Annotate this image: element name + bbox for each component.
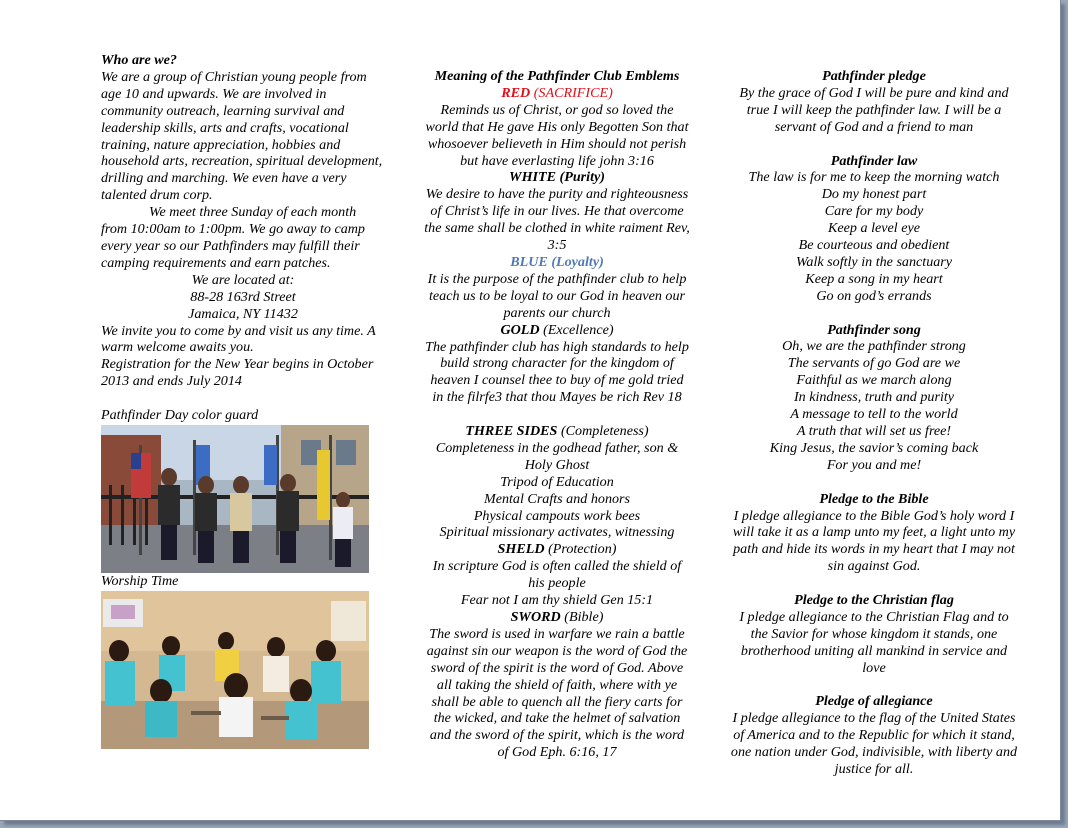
registration-paragraph: Registration for the New Year begins in October 2013 and ends July 2014 [101, 356, 374, 390]
invite-paragraph: We invite you to come by and visit us any time. A warm welcome awaits you. [101, 322, 376, 356]
law-line: Do my honest part [821, 186, 927, 203]
flag-title: Pledge to the Christian flag [794, 592, 954, 609]
sheld-verse: Fear not I am thy shield Gen 15:1 [460, 592, 654, 609]
law-line: Keep a song in my heart [805, 270, 943, 287]
law-line: Care for my body [824, 203, 924, 220]
sheld-text: In scripture God is often called the shield of his people [432, 558, 682, 592]
white-text: We desire to have the purity and righteousness of Christ’s life in our lives. He that overcome the same shall be clothed in white raiment Rev, 3:5 [424, 186, 690, 254]
sheld-sub: (Protection) [548, 541, 617, 558]
song-line: The servants of go God are we [787, 355, 961, 372]
three-sides-line: Physical campouts work bees [473, 507, 641, 524]
blue-text: It is the purpose of the pathfinder club to help teach us to be loyal to our God in heaven our parents our church [427, 270, 687, 321]
song-line: For you and me! [826, 456, 922, 473]
song-line: Oh, we are the pathfinder strong [782, 338, 966, 355]
flag-text: I pledge allegiance to the Christian Flag and to the Savior for whose kingdom it stands, one brotherhood uniting all mankind in service and love [739, 608, 1009, 676]
intro-paragraph: We are a group of Christian young people from age 10 and upwards. We are involved in community outreach, learning survival and leadership skills, arts and crafts, vocational training, nature appreciation, hobbies and household arts, recreation, spiritual development, drilling and marching. We even have a very talented drum corp. [101, 68, 383, 204]
sheld-label: SHELD [497, 541, 545, 558]
allegiance-title: Pledge of allegiance [815, 693, 933, 710]
three-sides-label: THREE SIDES [465, 423, 558, 440]
sheld-heading [424, 541, 690, 558]
photo1-caption: Pathfinder Day color guard [101, 407, 259, 424]
three-sides-line: Tripod of Education [500, 473, 614, 490]
blue-heading: BLUE (Loyalty) [510, 253, 604, 270]
bible-text: I pledge allegiance to the Bible God’s holy word I will take it as a lamp unto my feet, a light unto my path and hide its words in my heart that I may not sin against God. [732, 507, 1016, 575]
sword-sub: (Bible) [564, 608, 604, 625]
red-heading [424, 85, 690, 102]
three-sides-heading [424, 423, 690, 440]
red-sub: (SACRIFICE) [533, 84, 613, 101]
red-text: Reminds us of Christ, or god so loved the world that He gave His only Begotten Son that whosoever believeth in Him should not perish but have everlasting life john 3:16 [425, 101, 689, 169]
law-line: Be courteous and obedient [798, 237, 950, 254]
column-emblems [424, 68, 690, 761]
column-who-are-we [101, 52, 385, 749]
located-label: We are located at: [191, 271, 295, 288]
song-line: In kindness, truth and purity [793, 389, 955, 406]
color-guard-photo [101, 425, 369, 573]
sword-label: SWORD [510, 608, 561, 625]
three-sides-line: Spiritual missionary activates, witnessing [439, 524, 675, 541]
pledge-text: By the grace of God I will be pure and kind and true I will keep the pathfinder law. I will be a servant of God and a friend to man [739, 84, 1009, 135]
law-line: Go on god’s errands [816, 287, 932, 304]
song-line: Faithful as we march along [796, 372, 952, 389]
sword-text: The sword is used in warfare we rain a battle against sin our weapon is the word of God the sword of the spirit is the word of God. Above all taking the shield of faith, where with ye shall be able to quench all the fiery carts for the wicked, and take the helmet of salvation and the sword of the spirit, which is the word of God Eph. 6:16, 17 [426, 625, 688, 761]
three-sides-line: Completeness in the godhead father, son & Holy Ghost [435, 439, 679, 473]
three-sides-line: Mental Crafts and honors [483, 490, 631, 507]
sword-heading [424, 609, 690, 626]
bible-title: Pledge to the Bible [819, 490, 929, 507]
address-line-2: Jamaica, NY 11432 [188, 305, 298, 322]
gold-text: The pathfinder club has high standards to help build strong character for the kingdom of heaven I counsel thee to buy of me gold tried in the filrfe3 that thou Mayes be rich Rev 18 [425, 338, 689, 406]
column-pledges [730, 68, 1018, 778]
gold-sub: (Excellence) [543, 321, 614, 338]
worship-time-photo [101, 591, 369, 749]
emblems-title: Meaning of the Pathfinder Club Emblems [434, 68, 680, 84]
who-are-we-heading: Who are we? [101, 52, 177, 68]
three-sides-sub: (Completeness) [560, 423, 649, 440]
song-line: A message to tell to the world [790, 406, 958, 423]
meeting-paragraph: We meet three Sunday of each month from 10:00am to 1:00pm. We go away to camp every year so our Pathfinders may fulfill their camping requirements and earn patches. [101, 204, 365, 271]
gold-label: GOLD [500, 321, 540, 338]
photo2-caption: Worship Time [101, 572, 179, 589]
song-title: Pathfinder song [827, 321, 921, 338]
law-title: Pathfinder law [830, 152, 918, 169]
allegiance-text: I pledge allegiance to the flag of the United States of America and to the Republic for which it stand, one nation under God, indivisible, with liberty and justice for all. [730, 710, 1018, 778]
pledge-title: Pathfinder pledge [822, 68, 926, 84]
law-line: Keep a level eye [828, 220, 920, 237]
song-line: A truth that will set us free! [796, 423, 952, 439]
address-line-1: 88-28 163rd Street [190, 288, 296, 305]
red-label: RED [501, 84, 531, 101]
law-line: Walk softly in the sanctuary [795, 253, 953, 270]
song-line: King Jesus, the savior’s coming back [769, 439, 979, 456]
white-heading: WHITE (Purity) [509, 169, 605, 186]
law-line: The law is for me to keep the morning watch [748, 169, 1000, 186]
gold-heading [424, 322, 690, 339]
